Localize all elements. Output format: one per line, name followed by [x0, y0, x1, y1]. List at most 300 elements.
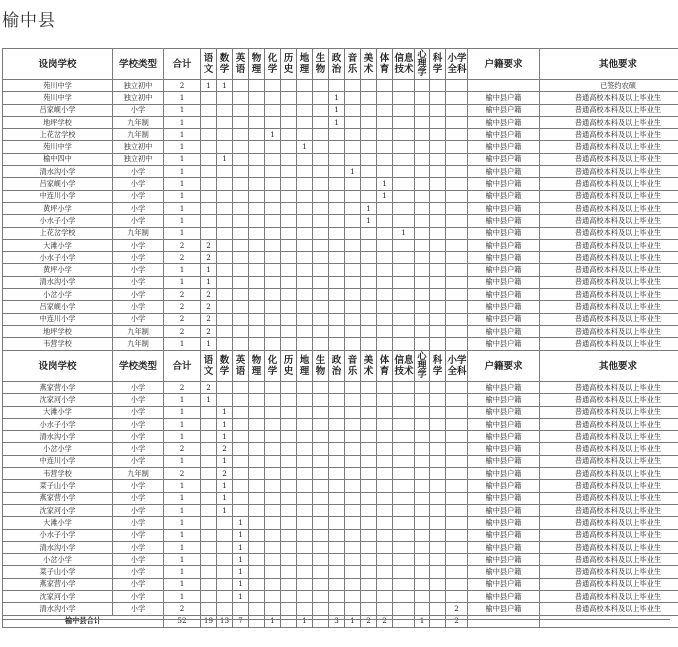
subject-count-cell [297, 116, 313, 128]
subject-count-cell [361, 492, 377, 504]
header-subject-label: 小学全科 [447, 355, 467, 377]
subject-count-cell [313, 289, 329, 301]
subject-count-cell: 1 [329, 92, 345, 104]
subject-count-cell [233, 215, 249, 227]
subject-count-cell [281, 313, 297, 325]
subject-count-cell [393, 443, 415, 455]
subject-count-cell [249, 578, 265, 590]
subject-count-cell [377, 252, 393, 264]
subject-count-cell [265, 252, 281, 264]
subject-count-cell: 1 [329, 104, 345, 116]
subject-count-cell [393, 517, 415, 529]
subject-count-cell [281, 529, 297, 541]
type-cell: 九年制 [113, 227, 164, 239]
subject-count-cell [377, 455, 393, 467]
header-subject [345, 49, 361, 80]
subject-count-cell [345, 276, 361, 288]
subject-count-cell [233, 301, 249, 313]
subject-count-cell [377, 80, 393, 92]
school-cell: 中连川小学 [3, 190, 113, 202]
subject-count-cell [393, 252, 415, 264]
subject-count-cell [249, 480, 265, 492]
subject-count-cell [361, 239, 377, 251]
subject-count-cell [297, 215, 313, 227]
subject-count-cell [415, 104, 430, 116]
table-row [3, 517, 678, 529]
subject-count-cell [393, 554, 415, 566]
subject-count-cell [329, 129, 345, 141]
subject-count-cell [297, 443, 313, 455]
subject-count-cell [415, 301, 430, 313]
header-total: 合计 [164, 49, 201, 80]
subject-count-cell [361, 382, 377, 394]
subject-count-cell [233, 129, 249, 141]
subject-count-cell [233, 276, 249, 288]
subject-count-cell [377, 313, 393, 325]
type-cell: 小学 [113, 178, 164, 190]
subject-count-cell [446, 406, 468, 418]
subject-count-cell [313, 202, 329, 214]
subject-count-cell [201, 443, 217, 455]
subject-count-cell [265, 480, 281, 492]
subject-count-cell [313, 313, 329, 325]
hukou-cell: 榆中县户籍 [468, 431, 540, 443]
subject-count-cell [377, 289, 393, 301]
subject-count-cell [265, 215, 281, 227]
subject-count-cell [430, 215, 446, 227]
school-cell: 小水子小学 [3, 529, 113, 541]
subject-count-cell [393, 468, 415, 480]
table-row [3, 276, 678, 288]
summary-subject-count: 19 [201, 615, 217, 627]
subject-count-cell [393, 455, 415, 467]
subject-count-cell [265, 313, 281, 325]
subject-count-cell [377, 153, 393, 165]
subject-count-cell [345, 382, 361, 394]
total-cell: 1 [164, 338, 201, 350]
subject-count-cell [201, 529, 217, 541]
subject-count-cell [361, 227, 377, 239]
school-cell: 韦营学校 [3, 468, 113, 480]
table-row [3, 116, 678, 128]
subject-count-cell [201, 190, 217, 202]
total-cell: 1 [164, 190, 201, 202]
school-cell: 燕家营小学 [3, 382, 113, 394]
subject-count-cell [415, 190, 430, 202]
subject-count-cell [361, 104, 377, 116]
header-subject [393, 49, 415, 80]
subject-count-cell [415, 129, 430, 141]
header-subject-label: 小学全科 [447, 53, 467, 75]
subject-count-cell [313, 80, 329, 92]
subject-count-cell [377, 431, 393, 443]
type-cell: 小学 [113, 566, 164, 578]
subject-count-cell [361, 116, 377, 128]
hukou-cell: 榆中县户籍 [468, 301, 540, 313]
subject-count-cell [201, 431, 217, 443]
subject-count-cell [265, 382, 281, 394]
subject-count-cell [361, 325, 377, 337]
subject-count-cell: 1 [201, 264, 217, 276]
type-cell: 小学 [113, 104, 164, 116]
header-subject-label: 数学 [219, 53, 230, 75]
subject-count-cell [249, 276, 265, 288]
subject-count-cell [297, 178, 313, 190]
subject-count-cell [446, 104, 468, 116]
table-row [3, 80, 678, 92]
total-cell: 1 [164, 578, 201, 590]
school-cell: 大滩小学 [3, 517, 113, 529]
subject-count-cell: 1 [201, 80, 217, 92]
subject-count-cell [217, 289, 233, 301]
subject-count-cell: 2 [201, 301, 217, 313]
other-cell: 普通高校本科及以上毕业生 [540, 325, 678, 337]
subject-count-cell [415, 141, 430, 153]
subject-count-cell [249, 455, 265, 467]
type-cell: 独立初中 [113, 80, 164, 92]
subject-count-cell: 1 [217, 431, 233, 443]
table-row [3, 301, 678, 313]
subject-count-cell [313, 104, 329, 116]
subject-count-cell [415, 554, 430, 566]
subject-count-cell [415, 529, 430, 541]
subject-count-cell [415, 455, 430, 467]
header-subject-label: 信息技术 [394, 53, 414, 75]
subject-count-cell [217, 92, 233, 104]
subject-count-cell [377, 480, 393, 492]
other-cell: 普通高校本科及以上毕业生 [540, 338, 678, 350]
subject-count-cell [430, 227, 446, 239]
header-subject-label: 语文 [203, 53, 214, 75]
subject-count-cell [297, 166, 313, 178]
subject-count-cell [249, 215, 265, 227]
school-cell: 清水沟小学 [3, 603, 113, 615]
type-cell: 小学 [113, 443, 164, 455]
subject-count-cell [265, 468, 281, 480]
subject-count-cell [377, 468, 393, 480]
subject-count-cell [249, 554, 265, 566]
subject-count-cell [313, 252, 329, 264]
header-subject-label: 历史 [283, 53, 294, 75]
subject-count-cell [233, 153, 249, 165]
subject-count-cell [329, 166, 345, 178]
header-subject [446, 49, 468, 80]
subject-count-cell [201, 578, 217, 590]
summary-subject-count: 13 [217, 615, 233, 627]
other-cell: 普通高校本科及以上毕业生 [540, 92, 678, 104]
total-cell: 1 [164, 92, 201, 104]
subject-count-cell [377, 129, 393, 141]
subject-count-cell: 1 [201, 394, 217, 406]
hukou-cell: 榆中县户籍 [468, 227, 540, 239]
subject-count-cell [329, 480, 345, 492]
type-cell: 小学 [113, 578, 164, 590]
school-cell: 黄坪小学 [3, 264, 113, 276]
subject-count-cell [446, 301, 468, 313]
subject-count-cell [217, 104, 233, 116]
other-cell: 普通高校本科及以上毕业生 [540, 603, 678, 615]
subject-count-cell [361, 504, 377, 516]
subject-count-cell [313, 541, 329, 553]
subject-count-cell [345, 215, 361, 227]
subject-count-cell [281, 325, 297, 337]
subject-count-cell [446, 92, 468, 104]
subject-count-cell [415, 603, 430, 615]
subject-count-cell [265, 190, 281, 202]
subject-count-cell [415, 227, 430, 239]
subject-count-cell [430, 517, 446, 529]
table-row [3, 141, 678, 153]
subject-count-cell [217, 252, 233, 264]
hukou-cell: 榆中县户籍 [468, 338, 540, 350]
subject-count-cell: 1 [217, 406, 233, 418]
subject-count-cell [217, 166, 233, 178]
subject-count-cell [345, 554, 361, 566]
subject-count-cell [361, 394, 377, 406]
subject-count-cell [201, 504, 217, 516]
subject-count-cell [297, 104, 313, 116]
subject-count-cell [377, 92, 393, 104]
total-cell: 1 [164, 529, 201, 541]
subject-count-cell [329, 443, 345, 455]
other-cell: 普通高校本科及以上毕业生 [540, 129, 678, 141]
subject-count-cell: 2 [201, 252, 217, 264]
summary-subject-count: 3 [329, 615, 345, 627]
subject-count-cell [265, 554, 281, 566]
subject-count-cell [313, 455, 329, 467]
header-subject [233, 49, 249, 80]
subject-count-cell [446, 80, 468, 92]
subject-count-cell [297, 252, 313, 264]
subject-count-cell [281, 566, 297, 578]
school-cell: 小水子小学 [3, 215, 113, 227]
subject-count-cell [361, 578, 377, 590]
subject-count-cell [233, 468, 249, 480]
subject-count-cell [249, 227, 265, 239]
subject-count-cell [393, 116, 415, 128]
subject-count-cell [249, 153, 265, 165]
table-row [3, 591, 678, 603]
subject-count-cell [345, 566, 361, 578]
subject-count-cell [281, 252, 297, 264]
subject-count-cell: 1 [345, 166, 361, 178]
subject-count-cell [345, 301, 361, 313]
subject-count-cell [377, 492, 393, 504]
subject-count-cell [430, 431, 446, 443]
total-cell: 2 [164, 289, 201, 301]
subject-count-cell [430, 178, 446, 190]
subject-count-cell [201, 227, 217, 239]
header-subject [281, 49, 297, 80]
subject-count-cell [393, 178, 415, 190]
subject-count-cell [233, 406, 249, 418]
other-cell: 普通高校本科及以上毕业生 [540, 276, 678, 288]
hukou-cell: 榆中县户籍 [468, 504, 540, 516]
header-subject [265, 351, 281, 382]
subject-count-cell [297, 578, 313, 590]
other-cell: 普通高校本科及以上毕业生 [540, 517, 678, 529]
subject-count-cell [345, 178, 361, 190]
subject-count-cell [430, 338, 446, 350]
other-cell: 普通高校本科及以上毕业生 [540, 492, 678, 504]
header-type: 学校类型 [113, 49, 164, 80]
subject-count-cell [446, 517, 468, 529]
subject-count-cell: 2 [201, 313, 217, 325]
hukou-cell: 榆中县户籍 [468, 541, 540, 553]
header-hukou: 户籍要求 [468, 49, 540, 80]
subject-count-cell [313, 603, 329, 615]
subject-count-cell [430, 394, 446, 406]
subject-count-cell [281, 406, 297, 418]
subject-count-cell [377, 239, 393, 251]
subject-count-cell [265, 418, 281, 430]
subject-count-cell [265, 289, 281, 301]
header-subject [249, 49, 265, 80]
subject-count-cell [313, 178, 329, 190]
subject-count-cell [430, 468, 446, 480]
subject-count-cell [430, 289, 446, 301]
total-cell: 1 [164, 202, 201, 214]
subject-count-cell [249, 468, 265, 480]
header-subject-label: 科学 [432, 355, 443, 377]
subject-count-cell [446, 153, 468, 165]
subject-count-cell [446, 166, 468, 178]
subject-count-cell: 1 [233, 591, 249, 603]
type-cell: 小学 [113, 301, 164, 313]
subject-count-cell [249, 603, 265, 615]
subject-count-cell [415, 215, 430, 227]
subject-count-cell [329, 554, 345, 566]
type-cell: 小学 [113, 215, 164, 227]
table-row [3, 202, 678, 214]
subject-count-cell [345, 80, 361, 92]
subject-count-cell: 1 [201, 338, 217, 350]
subject-count-cell [430, 166, 446, 178]
summary-subject-count [249, 615, 265, 627]
header-type: 学校类型 [113, 351, 164, 382]
subject-count-cell [249, 406, 265, 418]
subject-count-cell [281, 289, 297, 301]
subject-count-cell [233, 202, 249, 214]
subject-count-cell [297, 504, 313, 516]
header-subject [249, 351, 265, 382]
subject-count-cell [329, 153, 345, 165]
hukou-cell: 榆中县户籍 [468, 141, 540, 153]
subject-count-cell [415, 480, 430, 492]
total-cell: 2 [164, 325, 201, 337]
total-cell: 1 [164, 504, 201, 516]
subject-count-cell [265, 541, 281, 553]
subject-count-cell [297, 276, 313, 288]
subject-count-cell [446, 276, 468, 288]
hukou-cell: 榆中县户籍 [468, 455, 540, 467]
subject-count-cell [345, 338, 361, 350]
hukou-cell [468, 80, 540, 92]
subject-count-cell [233, 239, 249, 251]
subject-count-cell [297, 566, 313, 578]
hukou-cell: 榆中县户籍 [468, 591, 540, 603]
subject-count-cell [430, 455, 446, 467]
subject-count-cell [329, 541, 345, 553]
header-subject-label: 生物 [315, 53, 326, 75]
table-row [3, 443, 678, 455]
subject-count-cell [249, 202, 265, 214]
total-cell: 1 [164, 566, 201, 578]
subject-count-cell [297, 227, 313, 239]
subject-count-cell [313, 301, 329, 313]
subject-count-cell [345, 443, 361, 455]
other-cell: 普通高校本科及以上毕业生 [540, 541, 678, 553]
subject-count-cell [265, 116, 281, 128]
type-cell: 小学 [113, 504, 164, 516]
subject-count-cell [446, 202, 468, 214]
header-row [3, 49, 678, 80]
subject-count-cell [415, 264, 430, 276]
subject-count-cell [393, 480, 415, 492]
subject-count-cell [415, 591, 430, 603]
subject-count-cell [329, 215, 345, 227]
subject-count-cell [329, 80, 345, 92]
subject-count-cell [249, 313, 265, 325]
subject-count-cell [329, 382, 345, 394]
subject-count-cell [345, 468, 361, 480]
subject-count-cell [415, 541, 430, 553]
subject-count-cell [345, 504, 361, 516]
subject-count-cell [345, 455, 361, 467]
school-cell: 上花岔学校 [3, 227, 113, 239]
summary-row [3, 615, 678, 627]
subject-count-cell [297, 325, 313, 337]
table-row [3, 104, 678, 116]
subject-count-cell [430, 480, 446, 492]
header-hukou: 户籍要求 [468, 351, 540, 382]
subject-count-cell [297, 313, 313, 325]
subject-count-cell [265, 227, 281, 239]
subject-count-cell: 2 [201, 239, 217, 251]
subject-count-cell [297, 455, 313, 467]
subject-count-cell [345, 141, 361, 153]
subject-count-cell [430, 301, 446, 313]
subject-count-cell [446, 313, 468, 325]
subject-count-cell [430, 529, 446, 541]
subject-count-cell [446, 504, 468, 516]
hukou-cell: 榆中县户籍 [468, 406, 540, 418]
subject-count-cell [281, 190, 297, 202]
table-row [3, 541, 678, 553]
subject-count-cell [329, 141, 345, 153]
other-cell: 普通高校本科及以上毕业生 [540, 301, 678, 313]
subject-count-cell [393, 504, 415, 516]
subject-count-cell [361, 252, 377, 264]
subject-count-cell [393, 153, 415, 165]
subject-count-cell [313, 431, 329, 443]
subject-count-cell [313, 406, 329, 418]
type-cell: 小学 [113, 554, 164, 566]
subject-count-cell [201, 468, 217, 480]
subject-count-cell [281, 591, 297, 603]
summary-subject-count: 2 [377, 615, 393, 627]
subject-count-cell [233, 92, 249, 104]
school-cell: 上花岔学校 [3, 129, 113, 141]
subject-count-cell [361, 166, 377, 178]
subject-count-cell [297, 153, 313, 165]
subject-count-cell [201, 178, 217, 190]
subject-count-cell [201, 480, 217, 492]
subject-count-cell [393, 406, 415, 418]
table-row [3, 289, 678, 301]
subject-count-cell [281, 129, 297, 141]
subject-count-cell [265, 153, 281, 165]
